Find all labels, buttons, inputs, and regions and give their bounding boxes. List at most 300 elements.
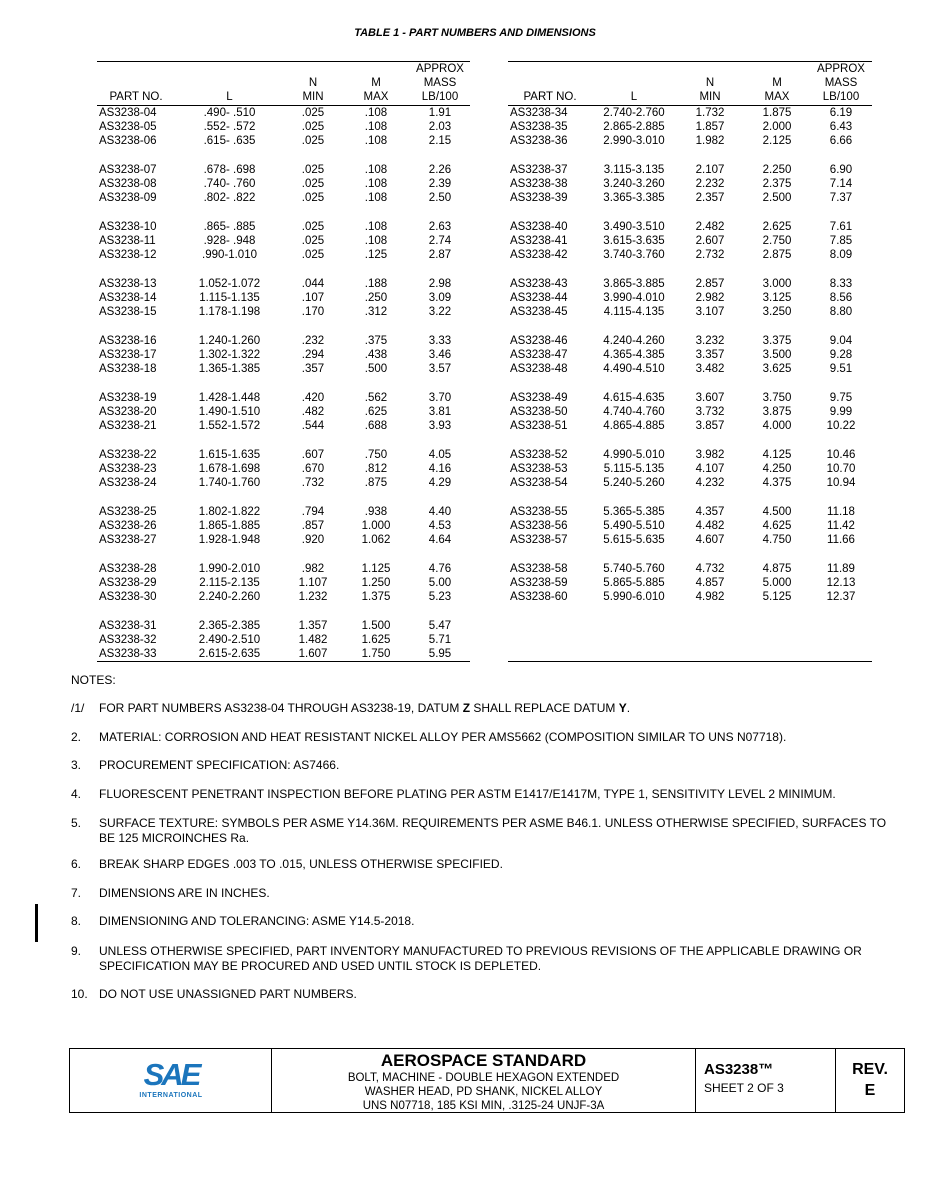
table-row — [97, 547, 470, 576]
m-max-cell: 1.000 — [361, 520, 391, 532]
n-min-cell: 4.982 — [695, 591, 725, 603]
header-n: N — [705, 77, 715, 89]
mass-cell: 3.70 — [428, 392, 452, 404]
l-range-cell: 3.990-4.010 — [603, 292, 665, 304]
mass-cell: 9.28 — [829, 349, 853, 361]
part-number-cell: AS3238-34 — [510, 107, 568, 119]
m-max-cell: 1.875 — [762, 107, 792, 119]
m-max-cell: .938 — [364, 506, 388, 518]
mass-cell: 2.74 — [428, 235, 452, 247]
mass-cell: 3.09 — [428, 292, 452, 304]
part-number-cell: AS3238-45 — [510, 306, 568, 318]
n-min-cell: 2.107 — [695, 164, 725, 176]
m-max-cell: 4.750 — [762, 534, 792, 546]
table-row — [97, 262, 470, 291]
l-range-cell: 2.240-2.260 — [198, 591, 261, 603]
n-min-cell: .607 — [301, 449, 325, 461]
part-number-cell: AS3238-51 — [510, 420, 568, 432]
mass-cell: 2.39 — [428, 178, 452, 190]
table-row — [508, 490, 872, 519]
l-range-cell: 1.365-1.385 — [198, 363, 261, 375]
l-range-cell: 1.615-1.635 — [198, 449, 261, 461]
note-number: 2. — [71, 730, 82, 744]
m-max-cell: 4.625 — [762, 520, 792, 532]
part-number-cell: AS3238-55 — [510, 506, 568, 518]
mass-cell: 2.63 — [428, 221, 452, 233]
mass-cell: 12.13 — [826, 577, 856, 589]
m-max-cell: .108 — [364, 192, 388, 204]
table-row — [508, 433, 872, 462]
mass-cell: 1.91 — [428, 107, 452, 119]
table-row — [508, 576, 872, 590]
m-max-cell: 2.750 — [762, 235, 792, 247]
table-row — [97, 248, 470, 262]
l-range-cell: .990-1.010 — [202, 249, 257, 261]
table-row — [508, 106, 872, 121]
note-number: 8. — [71, 914, 82, 928]
n-min-cell: 1.482 — [298, 634, 328, 646]
table-row — [508, 633, 872, 647]
note-text: FLUORESCENT PENETRANT INSPECTION BEFORE PLATING PER ASTM E1417/E1417M, TYPE 1, SENSITIVITY LEVEL 2 MINIMUM. — [99, 787, 836, 801]
table-row — [97, 191, 470, 205]
parts-table-right — [508, 61, 872, 662]
l-range-cell: 4.240-4.260 — [603, 335, 665, 347]
mass-cell: 4.53 — [428, 520, 452, 532]
mass-cell: 2.26 — [428, 164, 452, 176]
m-max-cell: .108 — [364, 178, 388, 190]
mass-cell: 5.71 — [428, 634, 452, 646]
mass-cell: 4.40 — [428, 506, 452, 518]
notes-heading: NOTES: — [71, 673, 116, 687]
m-max-cell: 1.500 — [361, 620, 391, 632]
l-range-cell: 4.365-4.385 — [603, 349, 665, 361]
table-row — [97, 462, 470, 476]
sheet-number: SHEET 2 OF 3 — [704, 1081, 784, 1095]
part-number-cell: AS3238-49 — [510, 392, 568, 404]
header-l: L — [175, 91, 284, 106]
m-max-cell: .108 — [364, 107, 388, 119]
l-range-cell: 5.115-5.135 — [603, 463, 665, 475]
note-text: FOR PART NUMBERS AS3238-04 THROUGH AS3238-19, DATUM — [99, 701, 463, 715]
mass-cell: 7.14 — [829, 178, 853, 190]
part-number-cell: AS3238-25 — [99, 506, 157, 518]
title-line-1: BOLT, MACHINE - DOUBLE HEXAGON EXTENDED — [347, 1072, 620, 1084]
l-range-cell: 3.365-3.385 — [603, 192, 665, 204]
table-row — [97, 433, 470, 462]
table-row — [508, 590, 872, 604]
table-row — [97, 177, 470, 191]
l-range-cell: .552- .572 — [203, 121, 256, 133]
document-id: AS3238™ — [704, 1061, 774, 1078]
mass-cell: 9.51 — [829, 363, 853, 375]
part-number-cell: AS3238-37 — [510, 164, 568, 176]
note-text: BREAK SHARP EDGES .003 TO .015, UNLESS OTHERWISE SPECIFIED. — [99, 857, 503, 871]
note-text: DO NOT USE UNASSIGNED PART NUMBERS. — [99, 987, 357, 1001]
table-row — [508, 462, 872, 476]
mass-cell: 5.23 — [428, 591, 452, 603]
m-max-cell: 3.000 — [762, 278, 792, 290]
l-range-cell: .678- .698 — [203, 164, 256, 176]
mass-cell: 11.66 — [827, 534, 855, 546]
mass-cell: 8.09 — [829, 249, 853, 261]
m-max-cell: 5.125 — [762, 591, 792, 603]
m-max-cell: 3.375 — [762, 335, 792, 347]
m-max-cell: 3.250 — [762, 306, 792, 318]
mass-cell — [810, 647, 872, 662]
note-text: SHALL REPLACE DATUM — [470, 701, 619, 715]
n-min-cell: 3.107 — [695, 306, 725, 318]
mass-cell: 6.43 — [829, 121, 853, 133]
l-range-cell: 3.240-3.260 — [603, 178, 665, 190]
m-max-cell — [744, 604, 810, 633]
m-max-cell: 4.250 — [762, 463, 792, 475]
part-number-cell: AS3238-07 — [99, 164, 157, 176]
table-row — [97, 419, 470, 433]
mass-cell: 5.47 — [428, 620, 452, 632]
parts-table-right-body — [508, 106, 872, 662]
part-number-cell: AS3238-58 — [510, 563, 568, 575]
l-range-cell: 3.490-3.510 — [603, 221, 665, 233]
n-min-cell: 4.107 — [695, 463, 725, 475]
n-min-cell: .025 — [301, 135, 325, 147]
note-text: PROCUREMENT SPECIFICATION: AS7466. — [99, 758, 340, 772]
m-max-cell: .108 — [364, 221, 388, 233]
part-number-cell: AS3238-44 — [510, 292, 568, 304]
m-max-cell: .812 — [364, 463, 388, 475]
l-range-cell: 4.615-4.635 — [603, 392, 665, 404]
mass-cell: 10.46 — [826, 449, 856, 461]
table-row — [97, 291, 470, 305]
header-min: MIN — [676, 91, 744, 106]
note-text: UNLESS OTHERWISE SPECIFIED, PART INVENTORY MANUFACTURED TO PREVIOUS REVISIONS OF THE APPLICABLE DRAWING OR SPECIFICATION MAY BE PROCURED AND USED UNTIL STOCK IS DEPLETED. — [99, 944, 862, 973]
n-min-cell: 1.607 — [284, 647, 342, 662]
l-range-cell: 4.490-4.510 — [603, 363, 665, 375]
n-min-cell: .025 — [301, 249, 325, 261]
part-number-cell: AS3238-43 — [510, 278, 568, 290]
part-number-cell: AS3238-30 — [99, 591, 157, 603]
part-number-cell: AS3238-50 — [510, 406, 568, 418]
l-range-cell: 4.865-4.885 — [603, 420, 665, 432]
part-number-cell: AS3238-06 — [99, 135, 157, 147]
note-text: SURFACE TEXTURE: SYMBOLS PER ASME Y14.36M. REQUIREMENTS PER ASME B46.1. UNLESS OTHERWISE SPECIFIED, SURFACES TO BE 125 MICROINCHES Ra. — [99, 816, 887, 845]
n-min-cell: 4.732 — [695, 563, 725, 575]
l-range-cell: 1.678-1.698 — [198, 463, 261, 475]
l-range-cell: 1.490-1.510 — [198, 406, 261, 418]
l-range-cell: 5.865-5.885 — [603, 577, 665, 589]
l-range-cell: 2.740-2.760 — [603, 107, 665, 119]
l-range-cell: .615- .635 — [203, 135, 256, 147]
m-max-cell: 4.375 — [762, 477, 792, 489]
part-number-cell: AS3238-56 — [510, 520, 568, 532]
part-number-cell: AS3238-13 — [99, 278, 157, 290]
part-number-cell: AS3238-59 — [510, 577, 568, 589]
m-max-cell: 5.000 — [762, 577, 792, 589]
table-row — [508, 476, 872, 490]
table-row — [97, 134, 470, 148]
l-range-cell: .928- .948 — [203, 235, 256, 247]
n-min-cell: 2.982 — [695, 292, 725, 304]
title-line-2: WASHER HEAD, PD SHANK, NICKEL ALLOY — [364, 1086, 603, 1098]
part-number-cell: AS3238-19 — [99, 392, 157, 404]
sae-logo — [70, 1049, 272, 1112]
table-row — [97, 106, 470, 121]
mass-cell: 10.22 — [826, 420, 856, 432]
part-number-cell: AS3238-52 — [510, 449, 568, 461]
n-min-cell: .044 — [301, 278, 325, 290]
table-row — [508, 319, 872, 348]
l-range-cell: 1.115-1.135 — [199, 292, 260, 304]
n-min-cell: 1.107 — [298, 577, 328, 589]
l-range-cell: 3.740-3.760 — [603, 249, 665, 261]
part-number-cell — [508, 633, 592, 647]
n-min-cell: 1.232 — [298, 591, 328, 603]
l-range-cell: 1.928-1.948 — [198, 534, 261, 546]
part-number-cell: AS3238-48 — [510, 363, 568, 375]
note-number: 3. — [71, 758, 82, 772]
mass-cell: 8.33 — [829, 278, 853, 290]
n-min-cell: 3.607 — [695, 392, 725, 404]
l-range-cell: 3.865-3.885 — [603, 278, 665, 290]
l-range-cell: .802- .822 — [203, 192, 256, 204]
mass-cell: 3.22 — [428, 306, 452, 318]
table-row — [97, 234, 470, 248]
m-max-cell: 4.500 — [762, 506, 792, 518]
m-max-cell: 2.875 — [762, 249, 792, 261]
mass-cell: 2.87 — [428, 249, 452, 261]
n-min-cell: .294 — [301, 349, 325, 361]
table-row — [97, 476, 470, 490]
table-row — [508, 148, 872, 177]
l-range-cell: 4.990-5.010 — [603, 449, 665, 461]
mass-cell — [810, 633, 872, 647]
part-number-cell: AS3238-46 — [510, 335, 568, 347]
title-cell — [272, 1049, 696, 1112]
part-number-cell: AS3238-18 — [99, 363, 157, 375]
mass-cell: 8.56 — [829, 292, 853, 304]
l-range-cell — [592, 647, 676, 662]
table-row — [97, 633, 470, 647]
l-range-cell: 2.615-2.635 — [175, 647, 284, 662]
table-row — [97, 120, 470, 134]
header-max: MAX — [342, 91, 410, 106]
n-min-cell: 2.232 — [695, 178, 725, 190]
sae-logo-text: SAE — [143, 1057, 199, 1092]
l-range-cell: .490- .510 — [203, 107, 256, 119]
mass-cell: 7.85 — [829, 235, 853, 247]
header-mass: MASS — [824, 77, 858, 89]
l-range-cell: 5.615-5.635 — [603, 534, 665, 546]
n-min-cell: .025 — [301, 221, 325, 233]
n-min-cell: .025 — [301, 235, 325, 247]
n-min-cell — [676, 604, 744, 633]
document-cell — [696, 1049, 836, 1112]
revision-label: REV. — [852, 1061, 888, 1078]
table-row — [508, 177, 872, 191]
n-min-cell: .920 — [301, 534, 325, 546]
m-max-cell: .250 — [364, 292, 388, 304]
m-max-cell — [744, 633, 810, 647]
note-10 — [71, 987, 891, 1002]
l-range-cell: 2.365-2.385 — [198, 620, 261, 632]
m-max-cell: 3.125 — [762, 292, 792, 304]
datum-y: Y — [618, 701, 627, 715]
mass-cell: 5.00 — [428, 577, 452, 589]
l-range-cell: 3.615-3.635 — [603, 235, 665, 247]
note-text: . — [626, 701, 631, 715]
n-min-cell: 4.232 — [695, 477, 725, 489]
n-min-cell: .025 — [301, 121, 325, 133]
table-row — [508, 604, 872, 633]
l-range-cell: 5.740-5.760 — [603, 563, 665, 575]
part-number-cell: AS3238-23 — [99, 463, 157, 475]
header-l: L — [592, 91, 676, 106]
l-range-cell: 1.740-1.760 — [198, 477, 261, 489]
l-range-cell: 5.365-5.385 — [603, 506, 665, 518]
note-number: 7. — [71, 886, 82, 900]
mass-cell: 4.16 — [428, 463, 452, 475]
part-number-cell: AS3238-36 — [510, 135, 568, 147]
header-approx: APPROX — [810, 62, 872, 78]
table-row — [97, 604, 470, 633]
part-number-cell: AS3238-22 — [99, 449, 157, 461]
l-range-cell: 3.115-3.135 — [603, 164, 665, 176]
mass-cell: 6.66 — [829, 135, 853, 147]
header-part-no: PART NO. — [508, 91, 592, 106]
note-2 — [71, 730, 891, 745]
mass-cell: 2.98 — [428, 278, 452, 290]
part-number-cell: AS3238-08 — [99, 178, 157, 190]
mass-cell: 10.70 — [826, 463, 856, 475]
m-max-cell: .750 — [364, 449, 388, 461]
l-range-cell: 2.865-2.885 — [603, 121, 665, 133]
revision-bar — [35, 904, 38, 942]
mass-cell: 12.37 — [826, 591, 856, 603]
n-min-cell: 3.857 — [695, 420, 725, 432]
part-number-cell: AS3238-20 — [99, 406, 157, 418]
n-min-cell: 1.982 — [695, 135, 725, 147]
n-min-cell: 1.857 — [695, 121, 725, 133]
mass-cell: 9.75 — [829, 392, 853, 404]
note-1 — [71, 701, 891, 716]
m-max-cell: .375 — [364, 335, 388, 347]
table-row — [97, 319, 470, 348]
n-min-cell: .025 — [301, 192, 325, 204]
header-min: MIN — [284, 91, 342, 106]
mass-cell: 9.04 — [829, 335, 853, 347]
table-row — [508, 533, 872, 547]
part-number-cell: AS3238-05 — [99, 121, 157, 133]
n-min-cell: 1.357 — [298, 620, 328, 632]
header-lb100: LB/100 — [410, 91, 470, 106]
note-5 — [71, 816, 891, 845]
m-max-cell: 4.875 — [762, 563, 792, 575]
n-min-cell: .670 — [301, 463, 325, 475]
mass-cell: 9.99 — [829, 406, 853, 418]
title-block — [69, 1048, 905, 1113]
n-min-cell: 4.857 — [695, 577, 725, 589]
table-row — [508, 262, 872, 291]
m-max-cell: 2.250 — [762, 164, 792, 176]
table-row — [97, 405, 470, 419]
standard-heading: AEROSPACE STANDARD — [380, 1051, 587, 1070]
l-range-cell: 1.240-1.260 — [198, 335, 261, 347]
m-max-cell: .188 — [364, 278, 388, 290]
mass-cell: 4.29 — [428, 477, 452, 489]
table-row — [508, 305, 872, 319]
table-row — [97, 362, 470, 376]
mass-cell: 11.89 — [827, 563, 855, 575]
mass-cell: 3.81 — [428, 406, 452, 418]
l-range-cell — [592, 604, 676, 633]
note-text: MATERIAL: CORROSION AND HEAT RESISTANT NICKEL ALLOY PER AMS5662 (COMPOSITION SIMILAR TO UNS N07718). — [99, 730, 787, 744]
header-m: M — [371, 77, 381, 89]
l-range-cell: 1.990-2.010 — [198, 563, 261, 575]
revision-cell — [836, 1049, 904, 1112]
note-number: 6. — [71, 857, 82, 871]
n-min-cell: 1.732 — [695, 107, 725, 119]
part-number-cell: AS3238-41 — [510, 235, 568, 247]
mass-cell: 10.94 — [826, 477, 856, 489]
logo-cell — [70, 1049, 272, 1112]
note-6 — [71, 857, 891, 872]
header-mass: MASS — [423, 77, 457, 89]
mass-cell: 3.33 — [428, 335, 452, 347]
mass-cell: 2.15 — [428, 135, 452, 147]
note-8 — [71, 914, 891, 929]
n-min-cell: .232 — [301, 335, 325, 347]
note-number: /1/ — [71, 701, 85, 715]
title-line-3: UNS N07718, 185 KSI MIN, .3125-24 UNJF-3A — [362, 1100, 605, 1112]
m-max-cell — [744, 647, 810, 662]
table-row — [508, 191, 872, 205]
l-range-cell: 5.240-5.260 — [603, 477, 665, 489]
m-max-cell: 1.062 — [361, 534, 391, 546]
m-max-cell: 3.750 — [762, 392, 792, 404]
part-number-cell: AS3238-42 — [510, 249, 568, 261]
note-number: 10. — [71, 987, 88, 1001]
n-min-cell: .025 — [301, 164, 325, 176]
m-max-cell: 1.250 — [361, 577, 391, 589]
m-max-cell: 4.000 — [762, 420, 792, 432]
note-4 — [71, 787, 891, 802]
table-row — [508, 205, 872, 234]
mass-cell — [810, 604, 872, 633]
l-range-cell: 5.990-6.010 — [603, 591, 665, 603]
m-max-cell: .562 — [364, 392, 388, 404]
l-range-cell: 4.115-4.135 — [603, 306, 665, 318]
table-title: TABLE 1 - PART NUMBERS AND DIMENSIONS — [354, 27, 596, 39]
m-max-cell: 1.125 — [361, 563, 391, 575]
n-min-cell: 3.982 — [695, 449, 725, 461]
n-min-cell: 3.732 — [695, 406, 725, 418]
part-number-cell: AS3238-54 — [510, 477, 568, 489]
part-number-cell — [508, 604, 592, 633]
note-9 — [71, 944, 891, 973]
part-number-cell: AS3238-26 — [99, 520, 157, 532]
l-range-cell: .740- .760 — [203, 178, 256, 190]
l-range-cell: 1.302-1.322 — [198, 349, 261, 361]
part-number-cell: AS3238-28 — [99, 563, 157, 575]
part-number-cell: AS3238-53 — [510, 463, 568, 475]
table-row — [508, 348, 872, 362]
n-min-cell: .794 — [301, 506, 325, 518]
table-row — [508, 248, 872, 262]
m-max-cell: .125 — [364, 249, 388, 261]
part-number-cell: AS3238-17 — [99, 349, 157, 361]
mass-cell: 7.61 — [829, 221, 853, 233]
header-n: N — [308, 77, 318, 89]
l-range-cell: 2.115-2.135 — [199, 577, 260, 589]
